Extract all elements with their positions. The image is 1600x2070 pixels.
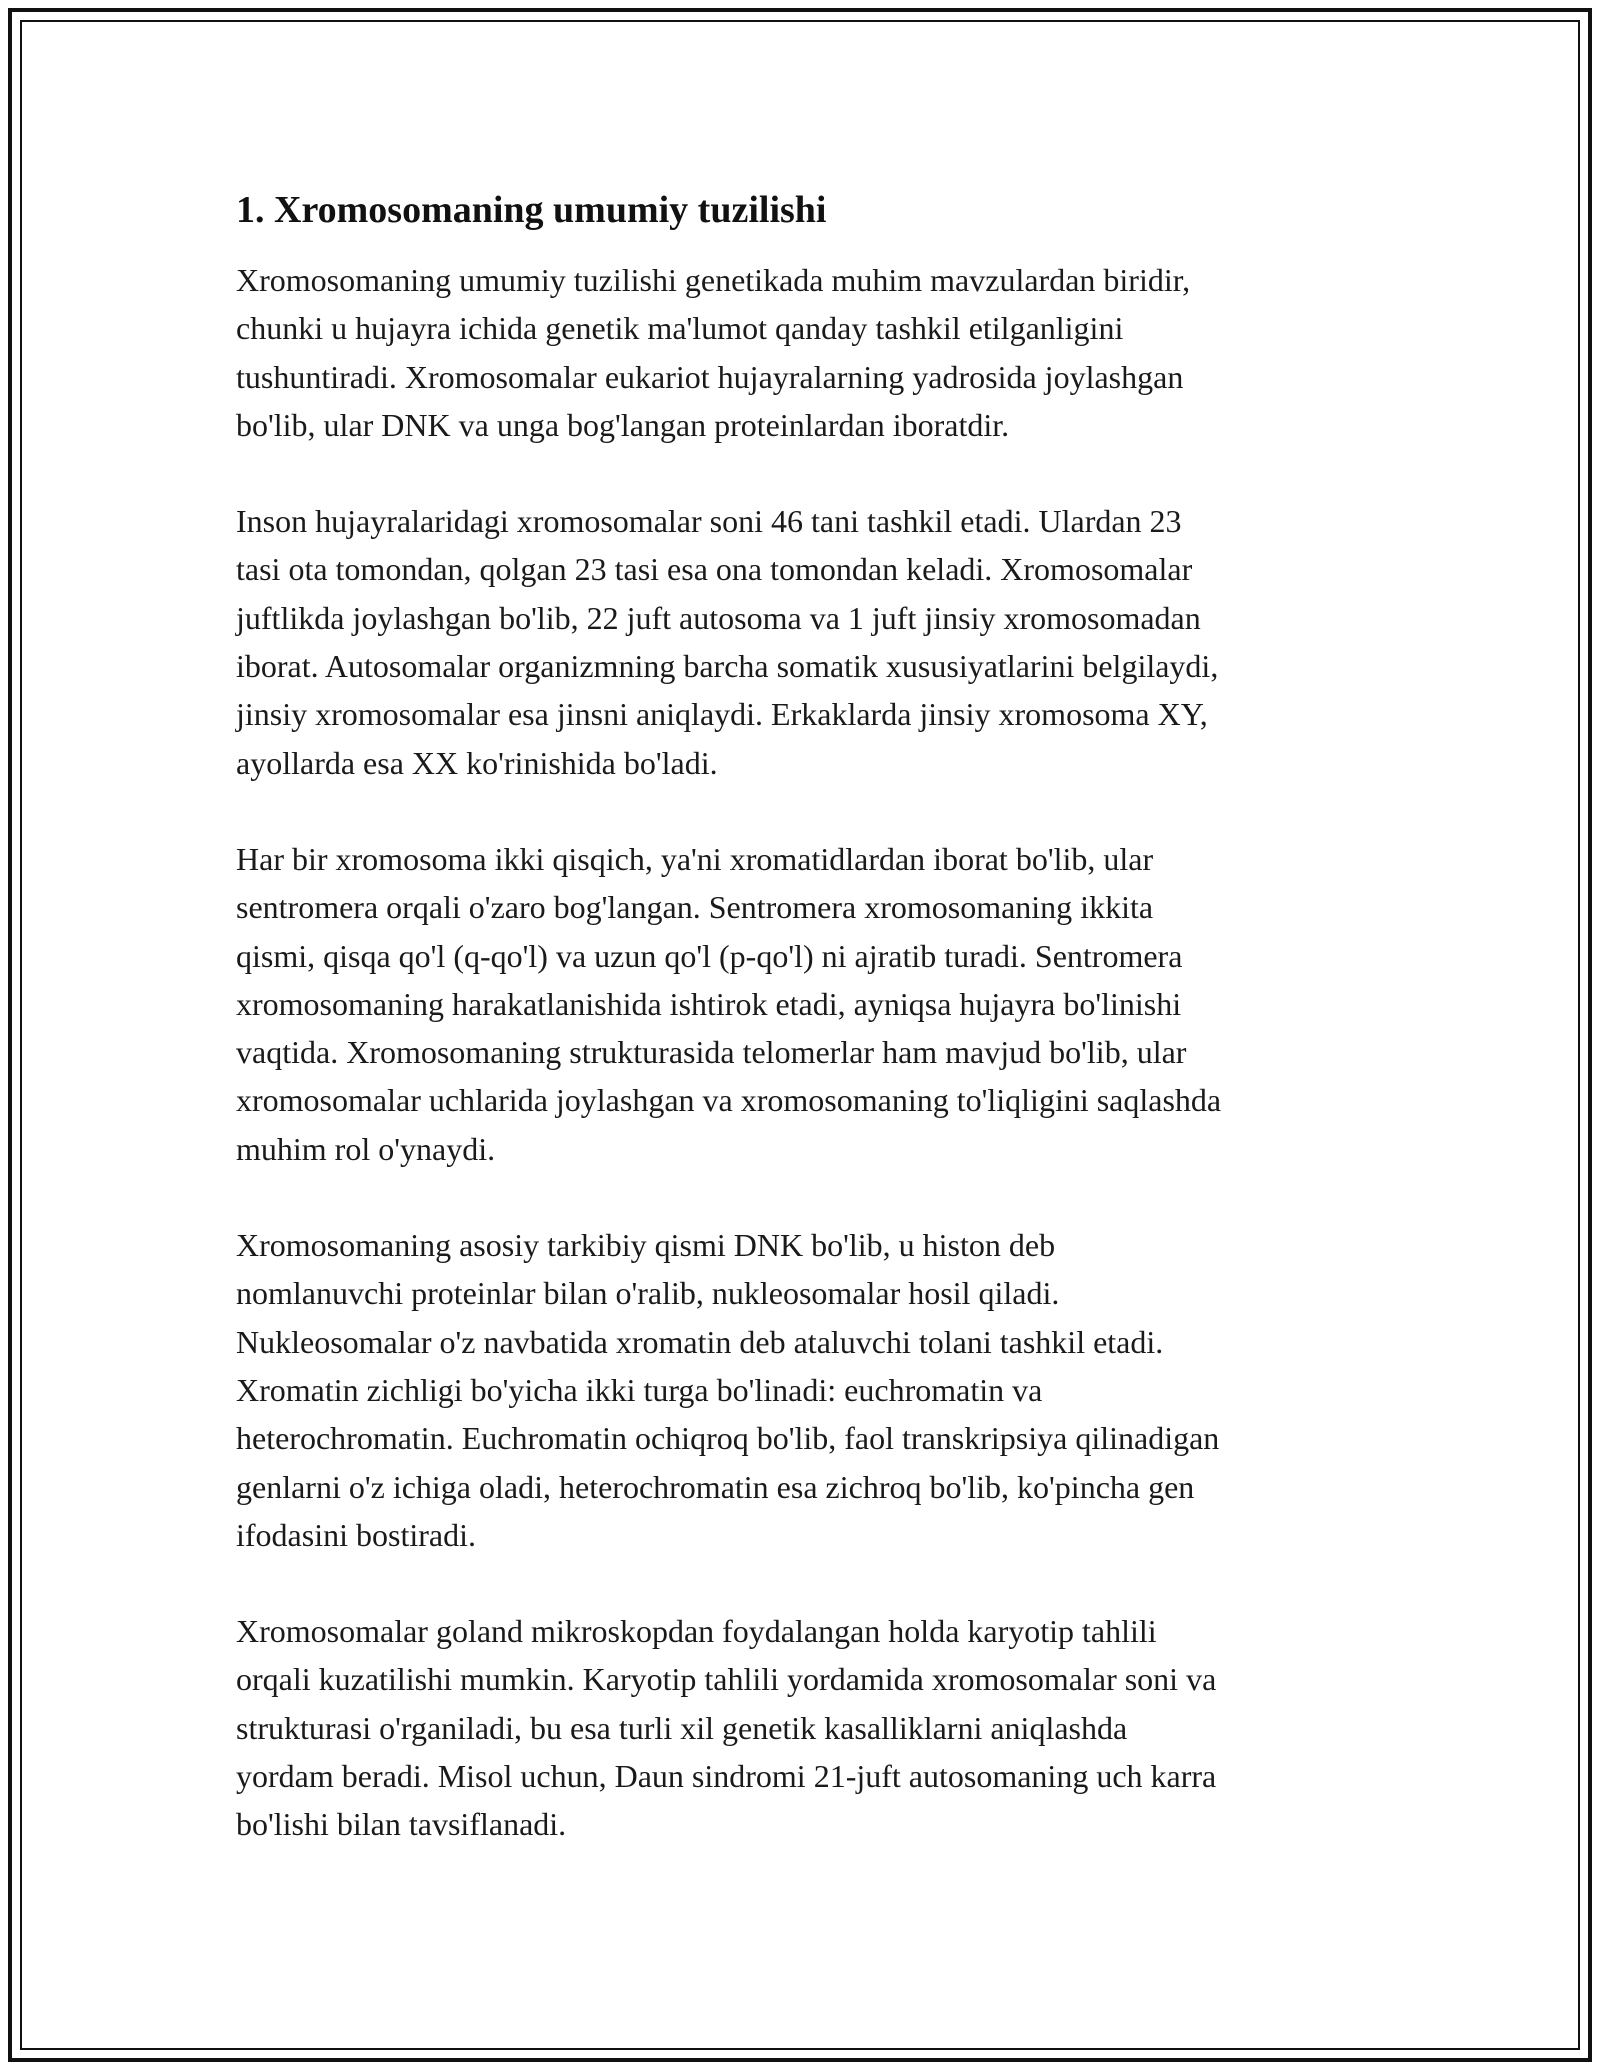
text-line: chunki u hujayra ichida genetik ma'lumot qanday tashkil etilganligini — [236, 310, 1124, 347]
text-line: tasi ota tomondan, qolgan 23 tasi esa ona tomondan keladi. Xromosomalar — [236, 551, 1193, 588]
text-line: ifodasini bostiradi. — [236, 1516, 476, 1553]
document-content — [236, 186, 1386, 1897]
text-line: sentromera orqali o'zaro bog'langan. Sentromera xromosomaning ikkita — [236, 889, 1154, 926]
text-line: xromosomalar uchlarida joylashgan va xromosomaning to'liqligini saqlashda — [236, 1082, 1222, 1119]
paragraph-5 — [236, 1607, 1386, 1848]
text-line: Nukleosomalar o'z navbatida xromatin deb ataluvchi tolani tashkil etadi. — [236, 1323, 1164, 1360]
text-line: ayollarda esa XX ko'rinishida bo'ladi. — [236, 744, 718, 781]
text-line: xromosomaning harakatlanishida ishtirok etadi, ayniqsa hujayra bo'linishi — [236, 985, 1182, 1022]
text-line: Xromosomaning umumiy tuzilishi genetikada muhim mavzulardan biridir, — [236, 262, 1191, 298]
text-line: qismi, qisqa qo'l (q-qo'l) va uzun qo'l (p-qo'l) ni ajratib turadi. Sentromera — [236, 937, 1183, 974]
text-line: nomlanuvchi proteinlar bilan o'ralib, nukleosomalar hosil qiladi. — [236, 1275, 1060, 1312]
text-line: muhim rol o'ynaydi. — [236, 1130, 496, 1167]
text-line: orqali kuzatilishi mumkin. Karyotip tahlili yordamida xromosomalar soni va — [236, 1661, 1217, 1698]
text-line: genlarni o'z ichiga oladi, heterochromatin esa zichroq bo'lib, ko'pincha gen — [236, 1468, 1195, 1505]
text-line: yordam beradi. Misol uchun, Daun sindromi 21-juft autosomaning uch karra — [236, 1758, 1217, 1795]
paragraph-4 — [236, 1221, 1386, 1559]
text-line: bo'lib, ular DNK va unga bog'langan proteinlardan iboratdir. — [236, 406, 1010, 443]
text-line: Xromosomaning asosiy tarkibiy qismi DNK bo'lib, u histon deb — [236, 1227, 1056, 1264]
text-line: tushuntiradi. Xromosomalar eukariot hujayralarning yadrosida joylashgan — [236, 358, 1184, 395]
text-line: bo'lishi bilan tavsiflanadi. — [236, 1806, 567, 1843]
paragraph-1 — [236, 256, 1386, 449]
text-line: Inson hujayralaridagi xromosomalar soni 46 tani tashkil etadi. Ulardan 23 — [236, 503, 1182, 540]
paragraph-3 — [236, 835, 1386, 1173]
text-line: Xromosomalar goland mikroskopdan foydalangan holda karyotip tahlili — [236, 1613, 1157, 1650]
text-line: iborat. Autosomalar organizmning barcha somatik xususiyatlarini belgilaydi, — [236, 648, 1219, 685]
text-line: heterochromatin. Euchromatin ochiqroq bo'lib, faol transkripsiya qilinadigan — [236, 1420, 1220, 1457]
text-line: strukturasi o'rganiladi, bu esa turli xil genetik kasalliklarni aniqlashda — [236, 1709, 1128, 1746]
text-line: vaqtida. Xromosomaning strukturasida telomerlar ham mavjud bo'lib, ular — [236, 1034, 1187, 1071]
text-line: jinsiy xromosomalar esa jinsni aniqlaydi. Erkaklarda jinsiy xromosoma XY, — [236, 696, 1208, 733]
paragraph-2 — [236, 497, 1386, 787]
text-line: juftlikda joylashgan bo'lib, 22 juft autosoma va 1 juft jinsiy xromosomadan — [236, 599, 1201, 636]
section-heading: 1. Xromosomaning umumiy tuzilishi — [236, 189, 827, 231]
text-line: Har bir xromosoma ikki qisqich, ya'ni xromatidlardan iborat bo'lib, ular — [236, 840, 1154, 877]
text-line: Xromatin zichligi bo'yicha ikki turga bo'linadi: euchromatin va — [236, 1371, 1043, 1408]
